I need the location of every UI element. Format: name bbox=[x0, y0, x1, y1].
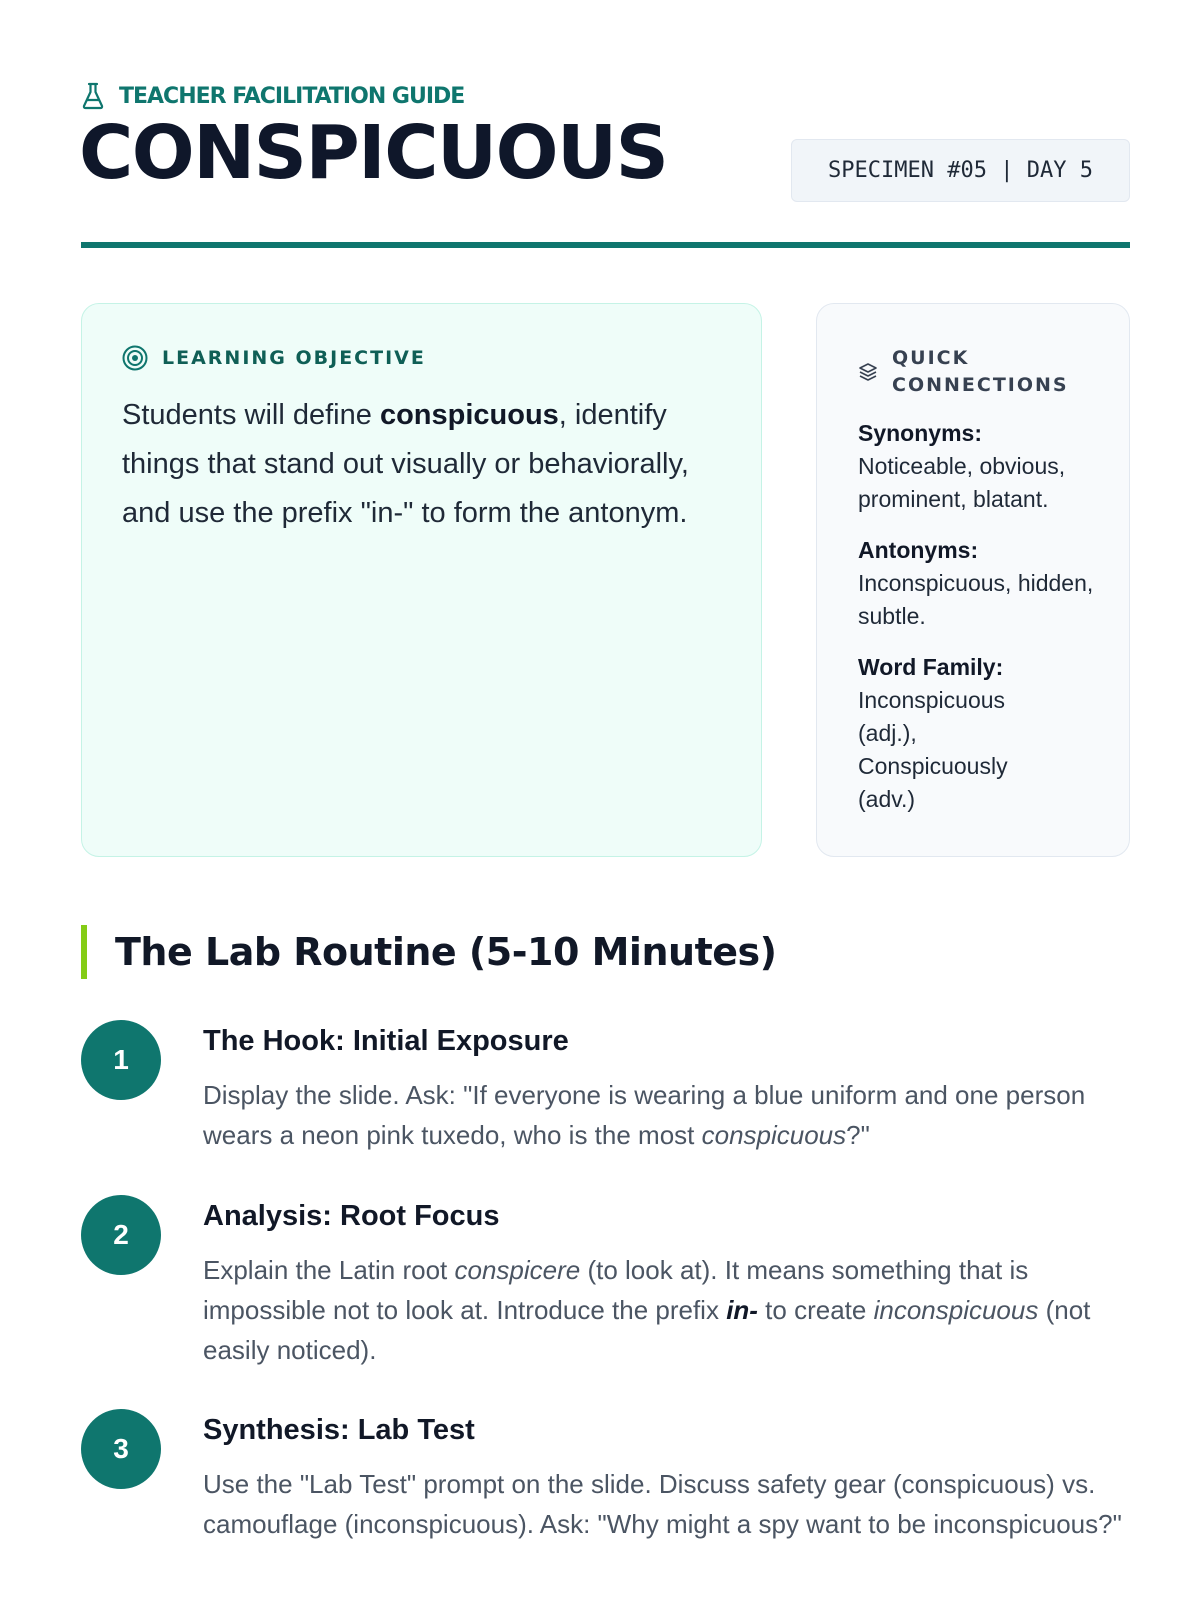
word-family-group bbox=[858, 651, 1101, 816]
step-text bbox=[203, 1075, 1130, 1155]
step-text-part: (not easily noticed). bbox=[203, 1295, 1091, 1365]
quick-connections-card bbox=[816, 303, 1130, 857]
target-icon bbox=[122, 345, 148, 371]
routine-accent-bar bbox=[81, 925, 87, 979]
step-text-part: (to look at). It means something that is impossible not to look at. Introduce the prefix bbox=[203, 1255, 1029, 1325]
guide-eyebrow bbox=[81, 82, 464, 110]
objective-label: LEARNING OBJECTIVE bbox=[162, 347, 426, 369]
step-number-badge: 1 bbox=[81, 1020, 161, 1100]
antonyms-value: Inconspicuous, hidden, subtle. bbox=[858, 570, 1094, 629]
step-text-part: Display the slide. Ask: "If everyone is wearing a blue uniform and one person wears a neon pink tuxedo, who is the most bbox=[203, 1080, 1086, 1150]
routine-title: The Lab Routine (5-10 Minutes) bbox=[115, 930, 777, 974]
step-number-badge: 3 bbox=[81, 1409, 161, 1489]
step-text-part: to create bbox=[757, 1295, 874, 1325]
objective-text-part: , identify things that stand out visually or behaviorally, and use the prefix "in-" to form the antonym. bbox=[122, 399, 689, 529]
step-title: Analysis: Root Focus bbox=[203, 1200, 500, 1232]
step-text-part: Explain the Latin root bbox=[203, 1255, 455, 1285]
word-family-value: Inconspicuous (adj.), Conspicuously (adv.) bbox=[858, 687, 1008, 812]
word-family-term: Word Family: bbox=[858, 654, 1004, 680]
synonyms-term: Synonyms: bbox=[858, 420, 982, 446]
step-text: Use the "Lab Test" prompt on the slide. Discuss safety gear (conspicuous) vs. camouflage (inconspicuous). Ask: "Why might a spy want to be inconspicuous?" bbox=[203, 1469, 1122, 1539]
objective-header bbox=[122, 345, 721, 371]
header-divider bbox=[81, 242, 1130, 248]
learning-objective-card bbox=[81, 303, 762, 857]
prefix-emphasis: in- bbox=[726, 1295, 758, 1325]
layers-icon bbox=[858, 362, 878, 382]
step-body bbox=[203, 1198, 1130, 1370]
step-text bbox=[203, 1250, 1130, 1370]
specimen-badge: SPECIMEN #05 | DAY 5 bbox=[791, 139, 1130, 202]
antonyms-term: Antonyms: bbox=[858, 537, 979, 563]
antonyms-group bbox=[858, 534, 1101, 633]
step-number-badge: 2 bbox=[81, 1195, 161, 1275]
objective-text bbox=[122, 391, 721, 538]
quick-connections-header bbox=[858, 345, 1101, 399]
page-title: CONSPICUOUS bbox=[79, 110, 668, 196]
step-text-part: ?" bbox=[846, 1120, 870, 1150]
step-title: The Hook: Initial Exposure bbox=[203, 1025, 569, 1057]
step-emphasis: inconspicuous bbox=[873, 1295, 1039, 1325]
objective-text-part: Students will define bbox=[122, 399, 380, 431]
step-body bbox=[203, 1412, 1130, 1544]
step-title: Synthesis: Lab Test bbox=[203, 1414, 475, 1446]
quick-connections-label: QUICK CONNECTIONS bbox=[892, 347, 1069, 396]
step-emphasis: conspicuous bbox=[701, 1120, 847, 1150]
routine-heading bbox=[81, 925, 777, 979]
step-body bbox=[203, 1023, 1130, 1155]
step-emphasis: conspicere bbox=[454, 1255, 581, 1285]
objective-keyword: conspicuous bbox=[379, 399, 559, 431]
flask-icon bbox=[81, 82, 105, 110]
eyebrow-label: TEACHER FACILITATION GUIDE bbox=[119, 83, 465, 109]
synonyms-group bbox=[858, 417, 1101, 516]
synonyms-value: Noticeable, obvious, prominent, blatant. bbox=[858, 453, 1066, 512]
